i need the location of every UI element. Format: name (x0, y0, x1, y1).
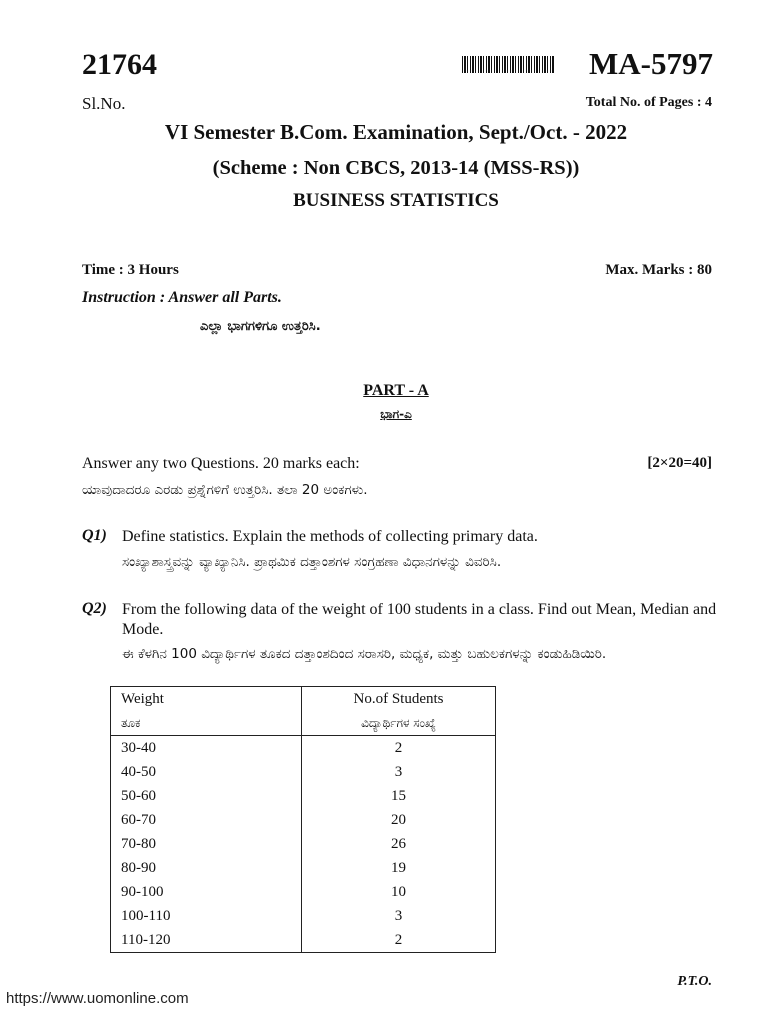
serial-number: 21764 (82, 48, 157, 81)
part-a-instruction-kannada: ಯಾವುದಾದರೂ ಎರಡು ಪ್ರಶ್ನೆಗಳಿಗೆ ಉತ್ತರಿಸಿ. ತಲಾ 20 ಅಂಕಗಳು. (82, 482, 368, 498)
table-row (111, 784, 496, 808)
students-cell: 3 (394, 763, 403, 780)
question-text-kannada: ಸಂಖ್ಯಾಶಾಸ್ತ್ರವನ್ನು ವ್ಯಾಖ್ಯಾನಿಸಿ. ಪ್ರಾಥಮಿಕ ದತ್ತಾಂಶಗಳ ಸಂಗ್ರಹಣಾ ವಿಧಾನಗಳನ್ನು ವಿವರಿಸಿ. (122, 554, 502, 570)
paper-code: MA-5797 (589, 46, 713, 81)
part-a-instruction: Answer any two Questions. 20 marks each: (82, 455, 360, 472)
part-a-marks-scheme: [2×20=40] (647, 455, 712, 471)
weight-distribution-table (110, 686, 496, 953)
table-row (111, 856, 496, 880)
exam-title: VI Semester B.Com. Examination, Sept./Oct. - 2022 (164, 120, 628, 144)
table-row (111, 760, 496, 784)
subject-title: BUSINESS STATISTICS (293, 190, 499, 211)
sl-no-label: Sl.No. (82, 94, 126, 113)
students-cell: 20 (391, 811, 406, 828)
question-text: Define statistics. Explain the methods of collecting primary data. (122, 528, 538, 545)
weight-cell: 100-110 (111, 904, 302, 928)
instruction-text: Instruction : Answer all Parts. (82, 289, 282, 306)
time-label: Time : 3 Hours (82, 262, 179, 278)
part-a-heading: PART - A (363, 382, 429, 399)
max-marks-label: Max. Marks : 80 (605, 262, 712, 278)
weight-cell: 30-40 (111, 736, 302, 761)
table-header-weight: Weight (111, 687, 302, 712)
part-a-heading-kannada: ಭಾಗ-ಎ (380, 407, 412, 421)
table-header-students: No.of Students (353, 690, 444, 707)
table-row (111, 736, 496, 761)
students-cell: 26 (391, 835, 406, 852)
table-row (111, 904, 496, 928)
students-cell: 19 (391, 859, 406, 876)
table-header-students-kannada: ವಿದ್ಯಾರ್ಥಿಗಳ ಸಂಖ್ಯೆ (302, 711, 496, 736)
table-row (111, 832, 496, 856)
total-pages: Total No. of Pages : 4 (585, 95, 712, 110)
weight-cell: 80-90 (111, 856, 302, 880)
table-row (111, 928, 496, 953)
question-text-kannada: ಈ ಕೆಳಗಿನ 100 ವಿದ್ಯಾರ್ಥಿಗಳ ತೂಕದ ದತ್ತಾಂಶದಿಂದ ಸರಾಸರಿ, ಮಧ್ಯಕ, ಮತ್ತು ಬಹುಲಕಗಳನ್ನು ಕಂಡುಹಿಡಿಯಿರಿ. (122, 646, 607, 662)
exam-scheme: (Scheme : Non CBCS, 2013-14 (MSS-RS)) (212, 157, 580, 179)
question-text: From the following data of the weight of 100 students in a class. Find out Mean, Median and Mode. (122, 601, 717, 638)
weight-cell: 40-50 (111, 760, 302, 784)
students-cell: 15 (391, 787, 406, 804)
weight-cell: 60-70 (111, 808, 302, 832)
weight-cell: 90-100 (111, 880, 302, 904)
weight-cell: 110-120 (111, 928, 302, 953)
table-row (111, 808, 496, 832)
students-cell: 2 (394, 739, 403, 756)
students-cell: 2 (394, 931, 403, 948)
barcode-image (462, 56, 554, 73)
pto-label: P.T.O. (677, 974, 712, 989)
question-number: Q2) (82, 600, 107, 617)
weight-cell: 70-80 (111, 832, 302, 856)
students-cell: 3 (394, 907, 403, 924)
table-header-weight-kannada: ತೂಕ (111, 711, 302, 736)
students-cell: 10 (391, 883, 406, 900)
question-number: Q1) (82, 527, 107, 544)
instruction-kannada: ಎಲ್ಲಾ ಭಾಗಗಳಿಗೂ ಉತ್ತರಿಸಿ. (200, 319, 321, 334)
source-url: https://www.uomonline.com (6, 990, 189, 1007)
table-row (111, 880, 496, 904)
weight-cell: 50-60 (111, 784, 302, 808)
